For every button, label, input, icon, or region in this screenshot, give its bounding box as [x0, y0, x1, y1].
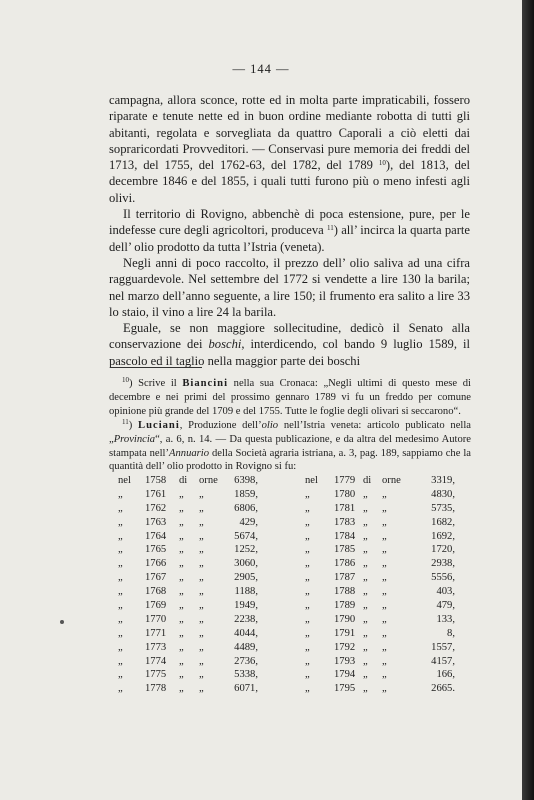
- left-value: 2905,: [234, 572, 258, 584]
- left-year-prefix: „: [118, 586, 123, 598]
- left-di: „: [179, 641, 184, 653]
- right-value: 5556,: [431, 572, 455, 584]
- paragraph-1-text-cont: ), del 1813, del decembre 1846 e del 1855, i quali tutti furono più o meno infesti agli olivi.: [109, 158, 470, 205]
- footnote-11-em-1: olio: [261, 419, 279, 431]
- left-orne: „: [199, 613, 204, 625]
- table-row: [118, 668, 458, 682]
- table-row: [118, 571, 458, 585]
- left-orne: „: [199, 516, 204, 528]
- right-value: 3319,: [431, 475, 455, 486]
- left-year-prefix: „: [118, 627, 123, 639]
- right-year-prefix: „: [305, 544, 310, 556]
- right-year: 1795: [334, 683, 356, 695]
- left-di: „: [179, 544, 184, 556]
- footnote-11-text-4: della Società agraria istriana, a. 3, pag. 189, sappiamo che la quantità dell’ olio prodotto in Rovigno si fu:: [109, 447, 471, 473]
- left-orne: „: [199, 683, 204, 695]
- left-di: „: [179, 516, 184, 528]
- right-orne: „: [382, 586, 387, 598]
- right-year: 1788: [334, 586, 356, 598]
- paragraph-2: [109, 206, 470, 255]
- footnote-11-mark: 11: [122, 417, 129, 426]
- right-orne: „: [382, 572, 387, 584]
- footnote-10: [109, 377, 471, 419]
- page-number: — 144 —: [232, 62, 290, 76]
- left-year-prefix: „: [118, 613, 123, 625]
- right-value: 4157,: [431, 655, 455, 667]
- right-orne: „: [382, 655, 387, 667]
- right-di: „: [363, 572, 368, 584]
- left-year-prefix: „: [118, 655, 123, 667]
- right-year: 1781: [334, 502, 356, 514]
- right-di: di: [363, 475, 372, 486]
- right-value: 4830,: [431, 488, 455, 500]
- left-value: 1949,: [234, 600, 258, 612]
- right-year-prefix: „: [305, 613, 310, 625]
- right-di: „: [363, 641, 368, 653]
- table-row: [118, 557, 458, 571]
- right-year: 1779: [334, 475, 356, 486]
- left-value: 2238,: [234, 613, 258, 625]
- table-row: [118, 530, 458, 544]
- right-orne: „: [382, 502, 387, 514]
- right-value: 133,: [436, 613, 455, 625]
- left-di: „: [179, 488, 184, 500]
- left-di: „: [179, 572, 184, 584]
- left-orne: „: [199, 655, 204, 667]
- table-row: [118, 613, 458, 627]
- right-orne: orne: [382, 475, 401, 486]
- right-di: „: [363, 558, 368, 570]
- left-value: 1252,: [234, 544, 258, 556]
- right-orne: „: [382, 683, 387, 695]
- right-orne: „: [382, 530, 387, 542]
- right-orne: „: [382, 613, 387, 625]
- right-year: 1784: [334, 530, 356, 542]
- footnote-11-em-3: Annuario: [169, 447, 210, 459]
- left-year: 1769: [145, 600, 167, 612]
- right-value: 1720,: [431, 544, 455, 556]
- right-di: „: [363, 683, 368, 695]
- right-year-prefix: „: [305, 516, 310, 528]
- footnote-11-lead: ): [128, 419, 139, 431]
- left-di: „: [179, 655, 184, 667]
- footnote-11-em-2: Provincia: [113, 433, 156, 445]
- left-year: 1775: [145, 669, 167, 681]
- right-year: 1793: [334, 655, 356, 667]
- left-orne: „: [199, 530, 204, 542]
- right-value: 479,: [436, 600, 455, 612]
- left-orne: „: [199, 502, 204, 514]
- footnote-10-text: nella sua Cronaca: „Negli ultimi di questo mese di decembre e nei primi del prossimo gennaro 1789 vi fu un freddo per comune opinione più grande del 1709 e del 1755. Tutte le foglie degli olivari si seccarono“.: [109, 378, 471, 417]
- table-row: [118, 585, 458, 599]
- left-year-prefix: „: [118, 502, 123, 514]
- left-orne: „: [199, 600, 204, 612]
- left-year: 1765: [145, 544, 167, 556]
- left-year: 1758: [145, 475, 167, 486]
- left-year-prefix: nel: [118, 475, 131, 486]
- table-row: [118, 474, 458, 488]
- footnote-ref-11[interactable]: 11: [327, 224, 334, 233]
- footnote-11-text-1: , Produzione dell’: [179, 419, 262, 431]
- left-value: 5338,: [234, 669, 258, 681]
- right-year: 1790: [334, 613, 356, 625]
- right-value: 1692,: [431, 530, 455, 542]
- left-value: 6071,: [234, 683, 258, 695]
- table-row: [118, 488, 458, 502]
- left-di: di: [179, 475, 188, 486]
- left-value: 6398,: [234, 475, 258, 486]
- right-year: 1794: [334, 669, 356, 681]
- table-row: [118, 502, 458, 516]
- right-value: 2938,: [431, 558, 455, 570]
- left-year-prefix: „: [118, 641, 123, 653]
- left-orne: „: [199, 627, 204, 639]
- left-di: „: [179, 502, 184, 514]
- left-value: 3060,: [234, 558, 258, 570]
- right-year: 1787: [334, 572, 356, 584]
- right-year: 1785: [334, 544, 356, 556]
- right-di: „: [363, 600, 368, 612]
- footnote-10-lead: ) Scrive il: [129, 378, 183, 389]
- right-value: 2665.: [431, 683, 455, 695]
- paragraph-2-text-cont: ) all’ incirca la quarta parte dell’ olio prodotto da tutta l’Istria (veneta).: [109, 223, 470, 254]
- oil-production-table: [118, 474, 458, 696]
- footnote-10-mark: 10: [122, 376, 129, 384]
- left-year-prefix: „: [118, 600, 123, 612]
- right-value: 166,: [436, 669, 455, 681]
- footnote-11-text-2: nell’Istria veneta: articolo publicato nella „: [109, 419, 471, 445]
- right-orne: „: [382, 669, 387, 681]
- right-year: 1786: [334, 558, 356, 570]
- left-di: „: [179, 669, 184, 681]
- left-value: 429,: [239, 516, 258, 528]
- left-di: „: [179, 600, 184, 612]
- left-year: 1774: [145, 655, 167, 667]
- left-year-prefix: „: [118, 683, 123, 695]
- table-row: [118, 682, 458, 696]
- right-di: „: [363, 530, 368, 542]
- left-year: 1764: [145, 530, 167, 542]
- paragraph-4-text-cont: , interdicendo, col bando 9 luglio 1589, il pascolo ed il taglio nella maggior parte dei boschi: [109, 337, 470, 368]
- left-value: 4489,: [234, 641, 258, 653]
- footnote-separator: [110, 367, 202, 368]
- right-year-prefix: „: [305, 572, 310, 584]
- right-orne: „: [382, 641, 387, 653]
- right-year-prefix: „: [305, 669, 310, 681]
- left-value: 1188,: [234, 586, 258, 598]
- left-year-prefix: „: [118, 516, 123, 528]
- left-di: „: [179, 683, 184, 695]
- right-year: 1792: [334, 641, 356, 653]
- main-text: [109, 92, 470, 369]
- right-year-prefix: „: [305, 683, 310, 695]
- right-di: „: [363, 669, 368, 681]
- table-row: [118, 543, 458, 557]
- paragraph-1: [109, 92, 470, 206]
- left-year: 1766: [145, 558, 167, 570]
- left-value: 5674,: [234, 530, 258, 542]
- left-year-prefix: „: [118, 530, 123, 542]
- paragraph-4-text: Eguale, se non maggiore sollecitudine, dedicò il Senato alla conservazione dei: [109, 321, 470, 352]
- left-year-prefix: „: [118, 488, 123, 500]
- right-orne: „: [382, 600, 387, 612]
- paper-speck: [60, 620, 64, 624]
- right-year-prefix: „: [305, 502, 310, 514]
- right-year: 1791: [334, 627, 356, 639]
- left-orne: „: [199, 572, 204, 584]
- left-year: 1767: [145, 572, 167, 584]
- paragraph-2-text: Il territorio di Rovigno, abbenchè di poca estensione, pure, per le indefesse cure degli agricoltori, produceva: [109, 207, 470, 238]
- page-edge-shadow: [522, 0, 534, 800]
- left-di: „: [179, 627, 184, 639]
- footnote-11: [109, 419, 471, 475]
- left-di: „: [179, 586, 184, 598]
- right-value: 1682,: [431, 516, 455, 528]
- table-row: [118, 655, 458, 669]
- right-year-prefix: „: [305, 600, 310, 612]
- right-di: „: [363, 613, 368, 625]
- left-di: „: [179, 558, 184, 570]
- right-di: „: [363, 488, 368, 500]
- right-value: 8,: [447, 627, 455, 639]
- left-year: 1773: [145, 641, 167, 653]
- left-di: „: [179, 613, 184, 625]
- left-value: 1859,: [234, 488, 258, 500]
- right-di: „: [363, 627, 368, 639]
- table-row: [118, 641, 458, 655]
- left-orne: „: [199, 488, 204, 500]
- left-year: 1761: [145, 488, 167, 500]
- right-year-prefix: „: [305, 655, 310, 667]
- left-value: 2736,: [234, 655, 258, 667]
- right-value: 5735,: [431, 502, 455, 514]
- right-year-prefix: „: [305, 488, 310, 500]
- left-year: 1770: [145, 613, 167, 625]
- right-di: „: [363, 586, 368, 598]
- right-year-prefix: „: [305, 530, 310, 542]
- left-year-prefix: „: [118, 572, 123, 584]
- right-year-prefix: nel: [305, 475, 318, 486]
- right-year-prefix: „: [305, 641, 310, 653]
- left-year-prefix: „: [118, 558, 123, 570]
- left-orne: „: [199, 641, 204, 653]
- right-year-prefix: „: [305, 586, 310, 598]
- right-year: 1780: [334, 488, 356, 500]
- right-orne: „: [382, 627, 387, 639]
- right-year: 1789: [334, 600, 356, 612]
- right-value: 1557,: [431, 641, 455, 653]
- footnote-11-author: Luciani: [138, 419, 180, 431]
- left-year-prefix: „: [118, 669, 123, 681]
- left-year: 1768: [145, 586, 167, 598]
- right-orne: „: [382, 516, 387, 528]
- right-year: 1783: [334, 516, 356, 528]
- left-orne: „: [199, 544, 204, 556]
- right-di: „: [363, 655, 368, 667]
- right-value: 403,: [436, 586, 455, 598]
- footnotes: [109, 377, 471, 474]
- left-year: 1778: [145, 683, 167, 695]
- left-orne: „: [199, 586, 204, 598]
- table-row: [118, 627, 458, 641]
- right-orne: „: [382, 488, 387, 500]
- paragraph-1-text: campagna, allora sconce, rotte ed in molta parte impraticabili, fossero riparate e tenute nette ed in buon ordine mediante robotta di tutti gli abitanti, regolata e sorvegliata da quattro Caporali a ciò eletti dai sopraricordati Provveditori. — Conservasi pure memoria dei freddi del 1713, del 1755, del 1762-63, del 1782, del 1789: [109, 93, 470, 173]
- footnote-10-author: Biancini: [182, 378, 229, 389]
- footnote-11-text-3: “, a. 6, n. 14. — Da questa publicazione, e da altra del medesimo Autore stampata nell’: [109, 433, 471, 459]
- left-orne: orne: [199, 475, 218, 486]
- paragraph-3: Negli anni di poco raccolto, il prezzo dell’ olio saliva ad una cifra ragguardevole. Nel settembre del 1772 si vendette a lire 130 la barila; nel marzo dell’anno seguente, a lire 150; il frumento era salito a lire 33 lo staio, il vino a lire 24 la barila.: [109, 255, 470, 319]
- left-di: „: [179, 530, 184, 542]
- left-year: 1771: [145, 627, 167, 639]
- paragraph-4-emphasis: boschi: [208, 337, 242, 352]
- table-row: [118, 599, 458, 613]
- right-year-prefix: „: [305, 627, 310, 639]
- table-row: [118, 516, 458, 530]
- right-orne: „: [382, 544, 387, 556]
- right-di: „: [363, 502, 368, 514]
- left-value: 6806,: [234, 502, 258, 514]
- right-orne: „: [382, 558, 387, 570]
- left-value: 4044,: [234, 627, 258, 639]
- paragraph-4: [109, 320, 470, 369]
- right-di: „: [363, 544, 368, 556]
- left-year-prefix: „: [118, 544, 123, 556]
- right-year-prefix: „: [305, 558, 310, 570]
- left-orne: „: [199, 558, 204, 570]
- left-year: 1763: [145, 516, 167, 528]
- footnote-ref-10[interactable]: 10: [378, 159, 386, 168]
- right-di: „: [363, 516, 368, 528]
- left-year: 1762: [145, 502, 167, 514]
- left-orne: „: [199, 669, 204, 681]
